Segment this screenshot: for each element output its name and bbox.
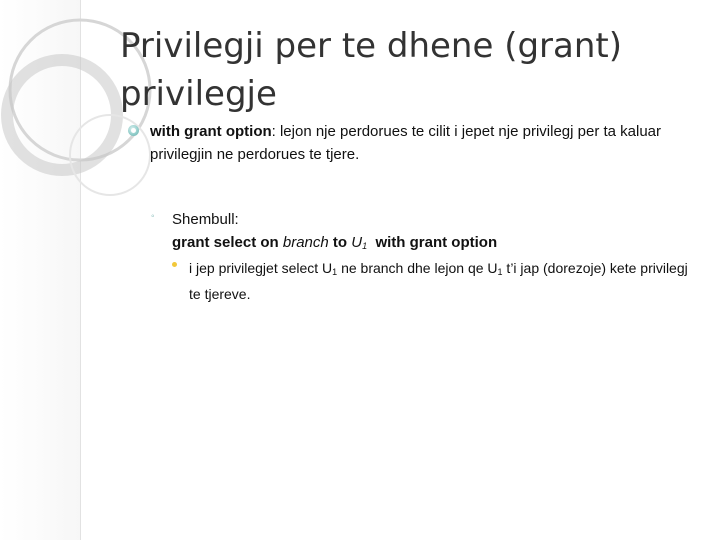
kw-to: to (332, 234, 348, 251)
kw-grant-select-on: grant select on (172, 234, 279, 251)
title-line-2: privilegje (120, 74, 277, 114)
bullet-marker-icon (128, 125, 139, 136)
sub-bullet-dot-icon (172, 262, 177, 267)
title-line-1: Privilegji per te dhene (grant) (120, 26, 623, 66)
ring-bullet-icon: ◦ (151, 211, 155, 222)
slide-title (120, 22, 700, 118)
example-statement (172, 231, 692, 258)
example-block (172, 208, 692, 258)
bullet-term: with grant option (150, 123, 272, 140)
sub-bullet-text: i jep privilegjet select $U_1$ ne branch dhe lejon qe $U_1$ t’i jap (dorezoje) kete privilegj te tjereve. (189, 260, 688, 302)
kw-with-grant-option: with grant option (375, 234, 498, 251)
relation-name: branch (282, 234, 329, 251)
example-label: Shembull: (172, 211, 239, 228)
bullet-description: : lejon nje perdorues te cilit i jepet nje privilegj per ta kaluar privilegjin ne perdorues te tjere. (150, 123, 662, 163)
user-name: $U_1$ (351, 234, 368, 251)
bullet-with-grant-option (150, 120, 690, 166)
